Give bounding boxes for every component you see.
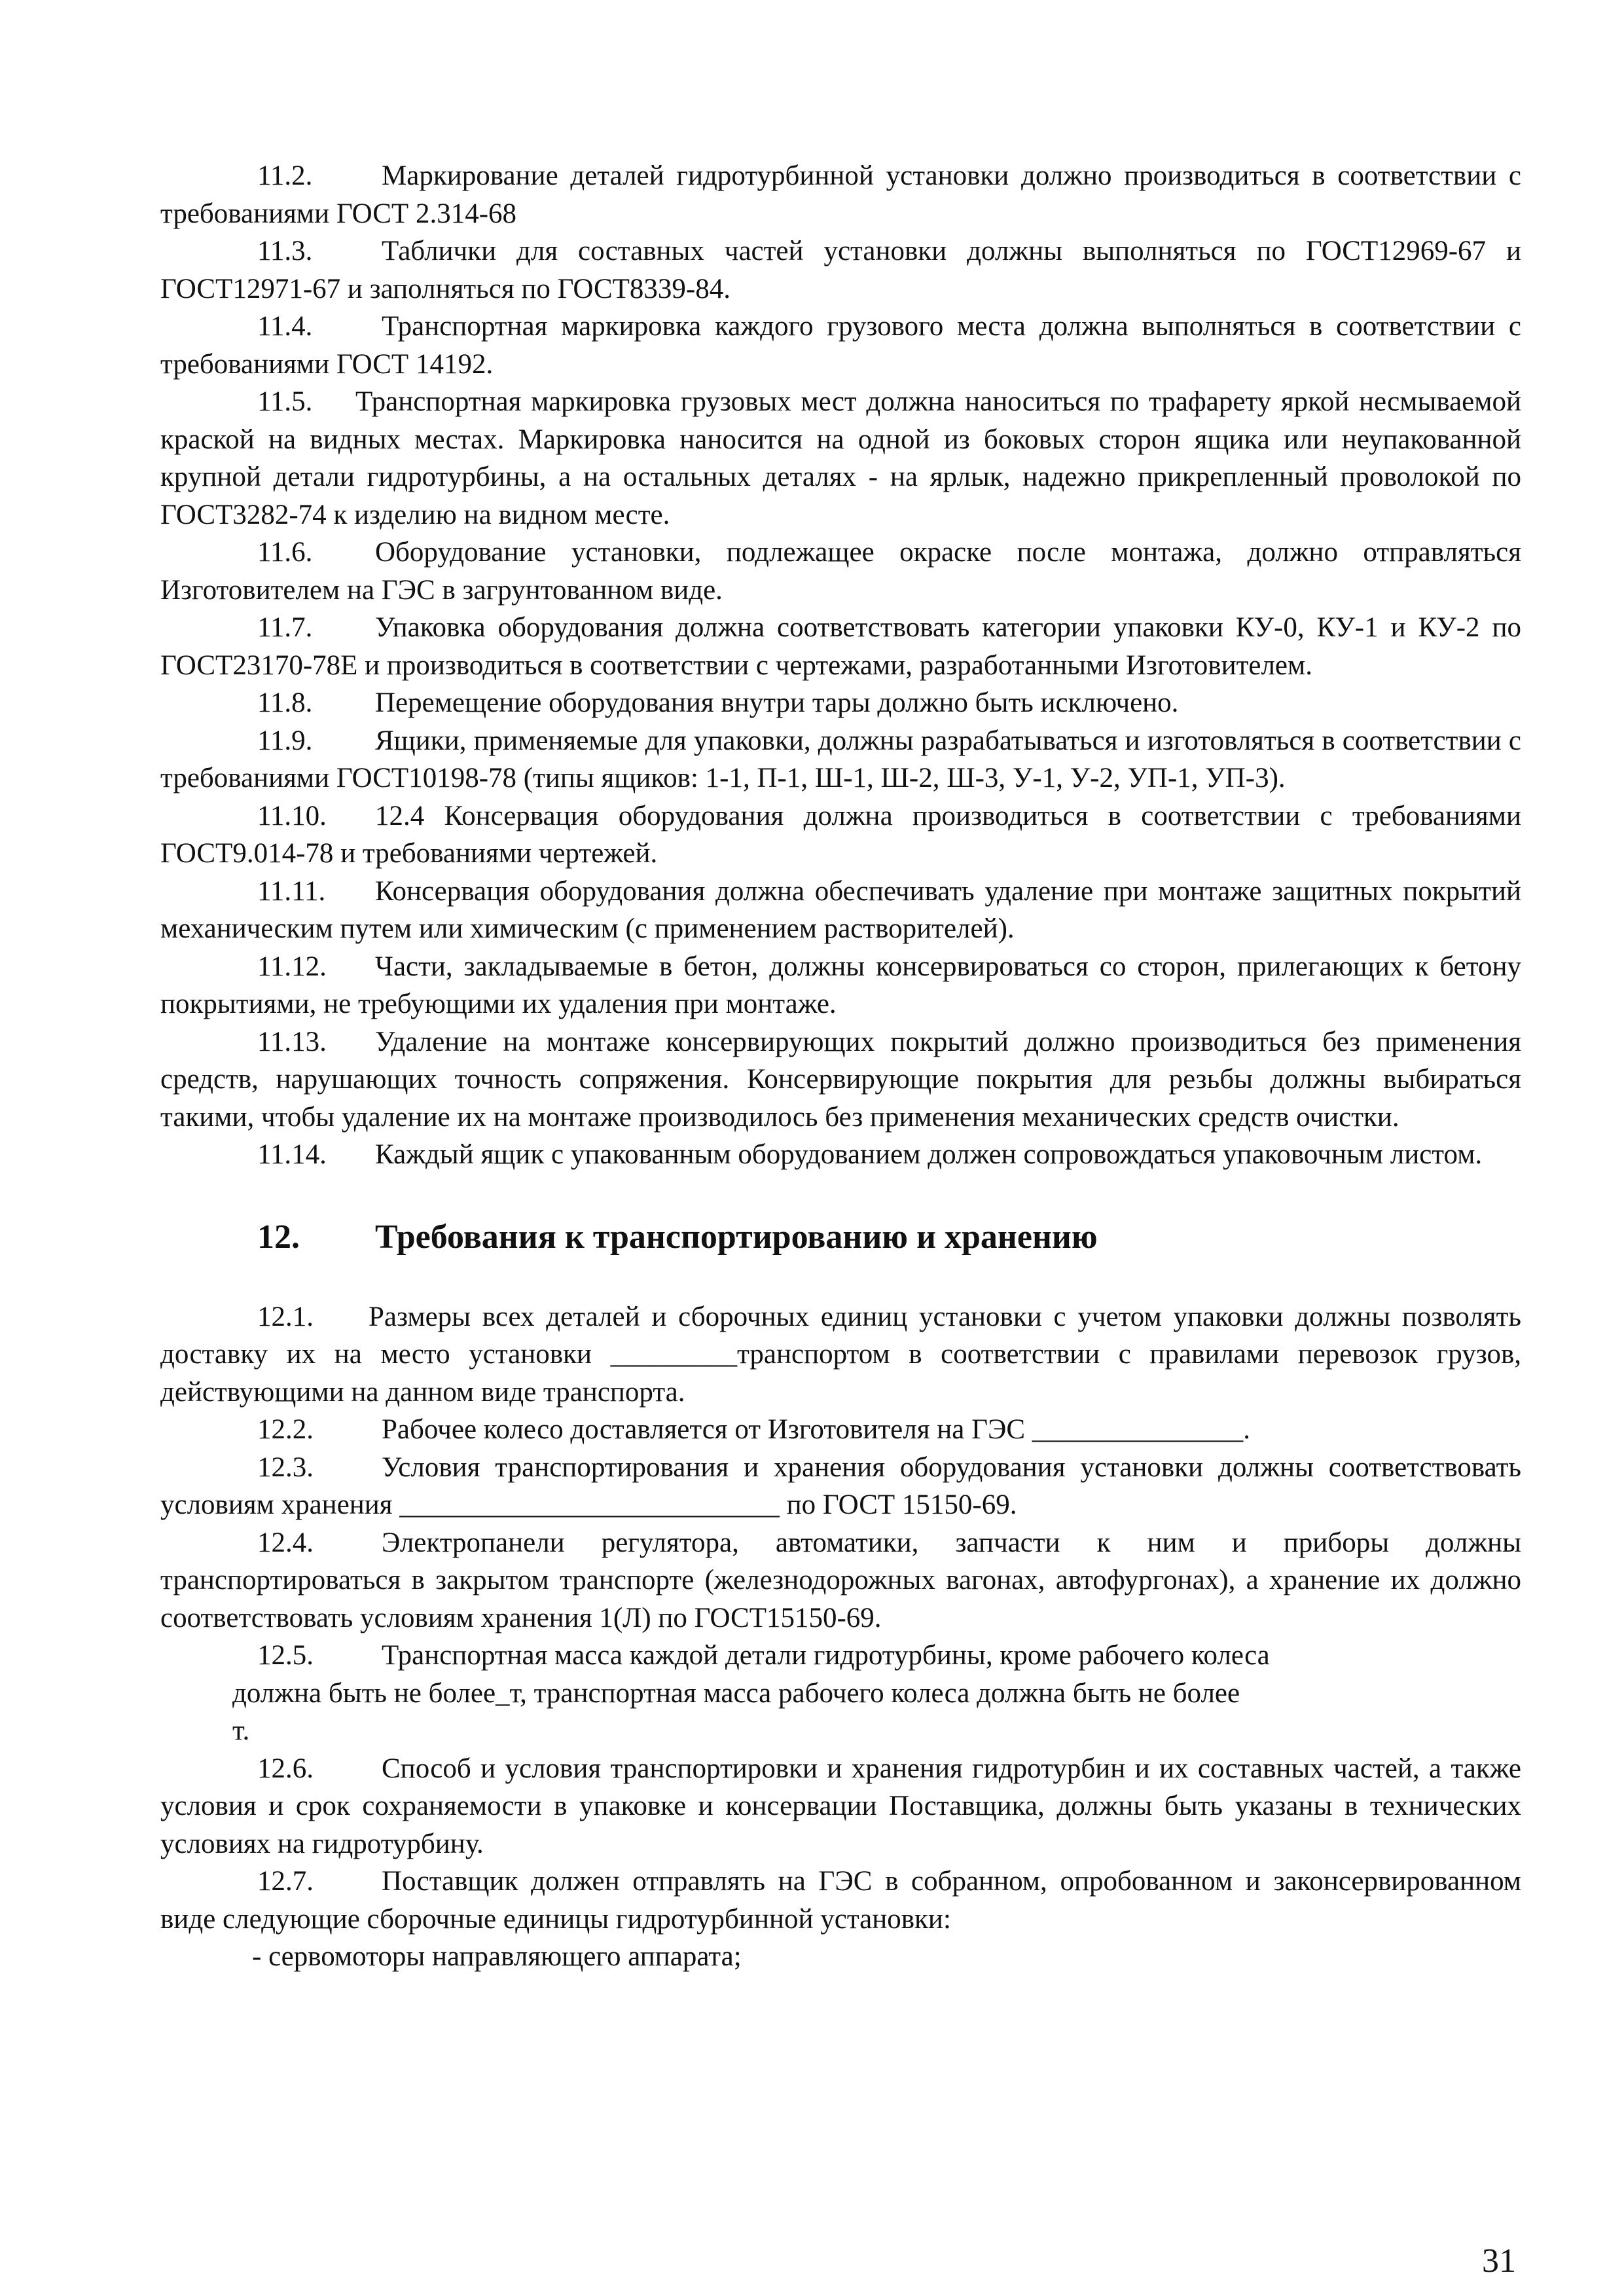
clause-11-6 <box>160 534 1521 609</box>
clause-text: Электропанели регулятора, автоматики, запчасти к ним и приборы должны транспортироваться в закрытом транспорте (железнодорожных вагонах, автофургонах), а хранение их должно соответствовать условиям хранения 1(Л) по ГОСТ15150-69. <box>160 1527 1521 1633</box>
clause-11-11 <box>160 873 1521 948</box>
clause-text: Транспортная маркировка грузовых мест должна наноситься по трафарету яркой несмываемой краской на видных местах. Маркировка наносится на одной из боковых сторон ящика или неупакованной крупной детали гидротурбины, а на остальных деталях - на ярлык, надежно прикрепленный проволокой по ГОСТ3282-74 к изделию на видном месте. <box>160 386 1521 530</box>
clause-11-12 <box>160 948 1521 1023</box>
clause-text: Условия транспортирования и хранения оборудования установки должны соответствовать условиям хранения ___________________________ по ГОСТ 15150-69. <box>160 1451 1521 1520</box>
clause-number: 12.7. <box>257 1866 314 1897</box>
clause-12-6 <box>160 1750 1521 1863</box>
clause-11-5 <box>160 383 1521 534</box>
clause-text: Части, закладываемые в бетон, должны консервироваться со сторон, прилегающих к бетону покрытиями, не требующими их удаления при монтаже. <box>160 951 1521 1019</box>
section-11-list <box>160 157 1521 1174</box>
clause-number: 12.6. <box>257 1753 314 1784</box>
clause-12-7 <box>160 1863 1521 1938</box>
clause-12-2 <box>160 1411 1521 1449</box>
clause-11-9 <box>160 722 1521 797</box>
clause-11-10 <box>160 797 1521 873</box>
clause-number: 12.1. <box>257 1301 314 1332</box>
page-number: 31 <box>1482 2242 1516 2280</box>
clause-text: Способ и условия транспортировки и хранения гидротурбин и их составных частей, а также условия и срок сохраняемости в упаковке и консервации Поставщика, должны быть указаны в технических условиях на гидротурбину. <box>160 1753 1521 1859</box>
clause-12-3 <box>160 1449 1521 1524</box>
clause-text: Оборудование установки, подлежащее окраске после монтажа, должно отправляться Изготовителем на ГЭС в загрунтованном виде. <box>160 537 1521 606</box>
clause-text: Маркирование деталей гидротурбинной установки должно производиться в соответствии с требованиями ГОСТ 2.314-68 <box>160 160 1521 229</box>
clause-12-4 <box>160 1524 1521 1637</box>
clause-text: Таблички для составных частей установки должны выполняться по ГОСТ12969-67 и ГОСТ12971-67 и заполняться по ГОСТ8339-84. <box>160 236 1521 304</box>
clause-11-7 <box>160 609 1521 684</box>
clause-number: 11.13. <box>257 1026 327 1057</box>
clause-number: 11.14. <box>257 1139 327 1170</box>
clause-number: 11.12. <box>257 951 327 982</box>
clause-11-4 <box>160 308 1521 383</box>
clause-11-3 <box>160 232 1521 308</box>
clause-text: Транспортная масса каждой детали гидротурбины, кроме рабочего колеса <box>382 1640 1270 1671</box>
clause-11-8 <box>160 684 1521 722</box>
clause-text: Поставщик должен отправлять на ГЭС в собранном, опробованном и законсервированном виде следующие сборочные единицы гидротурбинной установки: <box>160 1866 1521 1935</box>
heading-text: Требования к транспортированию и хранению <box>375 1218 1098 1256</box>
clause-text: Размеры всех деталей и сборочных единиц установки с учетом упаковки должны позволять доставку их на место установки _________транспортом в соответствии с правилами перевозок грузов, действующими на данном виде транспорта. <box>160 1301 1521 1408</box>
clause-text: 12.4 Консервация оборудования должна производиться в соответствии с требованиями ГОСТ9.014-78 и требованиями чертежей. <box>160 800 1521 869</box>
clause-number: 12.5. <box>257 1640 314 1671</box>
clause-number: 11.6. <box>257 537 313 568</box>
clause-line <box>232 1637 1521 1675</box>
clause-text: Упаковка оборудования должна соответствовать категории упаковки КУ-0, КУ-1 и КУ-2 по ГОСТ23170-78Е и производиться в соответствии с чертежами, разработанными Изготовителем. <box>160 612 1521 681</box>
clause-text: Консервация оборудования должна обеспечивать удаление при монтаже защитных покрытий механическим путем или химическим (с применением растворителей). <box>160 875 1521 944</box>
clause-text: Каждый ящик с упакованным оборудованием должен сопровождаться упаковочным листом. <box>375 1139 1483 1170</box>
clause-number: 11.4. <box>257 311 313 342</box>
clause-text: Ящики, применяемые для упаковки, должны разрабатываться и изготовляться в соответствии с требованиями ГОСТ10198-78 (типы ящиков: 1-1, П-1, Ш-1, Ш-2, Ш-3, У-1, У-2, УП-1, УП-3). <box>160 725 1521 793</box>
clause-number: 11.5. <box>257 386 313 417</box>
clause-number: 12.4. <box>257 1527 314 1558</box>
clause-11-14 <box>160 1136 1521 1174</box>
clause-number: 11.10. <box>257 800 327 831</box>
clause-11-13 <box>160 1023 1521 1137</box>
clause-number: 11.7. <box>257 612 313 643</box>
clause-line: должна быть не более_т, транспортная масса рабочего колеса должна быть не более <box>232 1677 1240 1709</box>
section-12-heading <box>160 1214 1521 1260</box>
clause-12-5 <box>160 1637 1521 1750</box>
clause-12-1 <box>160 1298 1521 1412</box>
clause-number: 12.3. <box>257 1451 314 1483</box>
clause-number: 12.2. <box>257 1414 314 1445</box>
clause-text: Рабочее колесо доставляется от Изготовителя на ГЭС _______________. <box>382 1414 1251 1445</box>
clause-number: 11.9. <box>257 725 313 756</box>
section-12-list <box>160 1298 1521 1976</box>
clause-text: Удаление на монтаже консервирующих покрытий должно производиться без применения средств, нарушающих точность сопряжения. Консервирующие покрытия для резьбы должны выбираться такими, чтобы удаление их на монтаже производилось без применения механических средств очистки. <box>160 1026 1521 1133</box>
clause-number: 11.8. <box>257 687 313 718</box>
clause-line: т. <box>232 1715 250 1746</box>
clause-text: Перемещение оборудования внутри тары должно быть исключено. <box>375 687 1179 718</box>
clause-number: 11.11. <box>257 875 326 907</box>
clause-text: Транспортная маркировка каждого грузового места должна выполняться в соответствии с требованиями ГОСТ 14192. <box>160 311 1521 380</box>
clause-11-2 <box>160 157 1521 232</box>
heading-number: 12. <box>257 1218 300 1256</box>
clause-number: 11.3. <box>257 236 313 266</box>
clause-number: 11.2. <box>257 160 313 191</box>
list-item: - сервомоторы направляющего аппарата; <box>252 1941 742 1972</box>
